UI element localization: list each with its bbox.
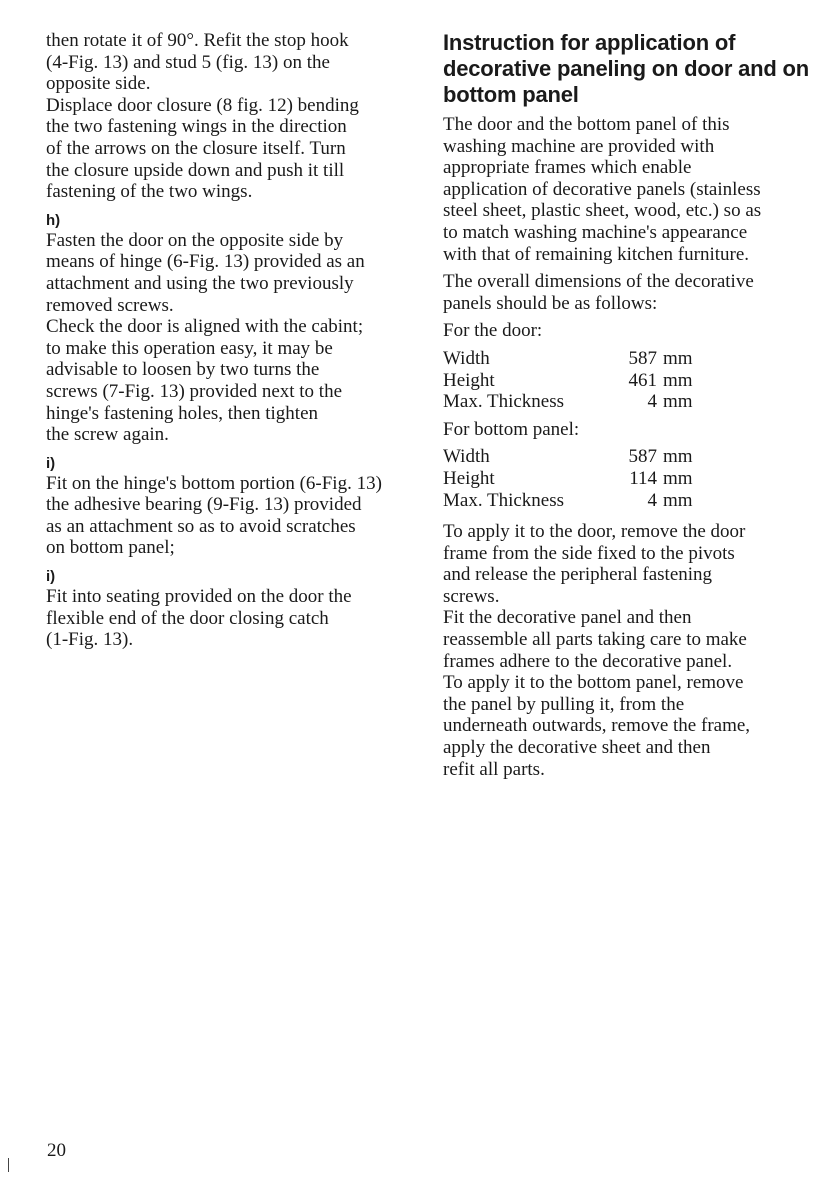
dimension-value: 587: [628, 347, 657, 369]
door-dimensions-title: For the door:: [443, 320, 543, 342]
text-line: as an attachment so as to avoid scratches: [46, 515, 356, 537]
text-line: on bottom panel;: [46, 537, 175, 559]
table-row: [443, 490, 693, 512]
text-line: attachment and using the two previously: [46, 272, 354, 294]
text-line: panels should be as follows:: [443, 292, 658, 314]
heading-line: decorative paneling on door and on: [443, 56, 810, 81]
right-column: [443, 30, 823, 780]
text-line: opposite side.: [46, 73, 151, 95]
dimensions-intro-paragraph: [443, 271, 823, 314]
text-line: Fit into seating provided on the door the: [46, 586, 352, 608]
left-column: [46, 30, 416, 651]
edge-mark: [8, 1158, 9, 1172]
text-line: frame from the side fixed to the pivots: [443, 542, 735, 564]
dimension-value: 4: [647, 489, 657, 511]
text-line: Check the door is aligned with the cabint;: [46, 316, 364, 338]
text-line: to make this operation easy, it may be: [46, 337, 333, 359]
dimension-unit: mm: [663, 489, 693, 511]
text-line: Fit on the hinge's bottom portion (6-Fig. 13): [46, 472, 382, 494]
text-line: screws (7-Fig. 13) provided next to the: [46, 380, 343, 402]
text-line: then rotate it of 90°. Refit the stop hook: [46, 30, 349, 51]
text-line: frames adhere to the decorative panel.: [443, 650, 733, 672]
dimension-unit: mm: [663, 391, 693, 413]
text-line: hinge's fastening holes, then tighten: [46, 402, 319, 424]
dimension-label: Width: [443, 347, 490, 369]
text-line: advisable to loosen by two turns the: [46, 359, 320, 381]
text-line: application of decorative panels (stainless: [443, 178, 761, 200]
step-h-label: h): [46, 211, 61, 229]
text-line: appropriate frames which enable: [443, 157, 692, 179]
text-line: apply the decorative sheet and then: [443, 737, 711, 759]
intro-paragraph: [46, 30, 416, 203]
text-line: refit all parts.: [443, 758, 545, 780]
text-line: the adhesive bearing (9-Fig. 13) provided: [46, 494, 362, 516]
heading-line: bottom panel: [443, 82, 579, 107]
text-line: Fit the decorative panel and then: [443, 607, 692, 629]
text-line: means of hinge (6-Fig. 13) provided as an: [46, 251, 365, 273]
table-row: [443, 348, 693, 370]
text-line: The door and the bottom panel of this: [443, 114, 730, 135]
table-row: [443, 370, 693, 392]
step-i-label: i): [46, 454, 56, 472]
step-h-paragraph: [46, 230, 416, 446]
table-row: [443, 468, 693, 490]
dimension-value: 461: [628, 369, 657, 391]
text-line: the two fastening wings in the direction: [46, 116, 347, 138]
text-line: removed screws.: [46, 294, 174, 316]
text-line: the closure upside down and push it till: [46, 159, 345, 181]
text-line: To apply it to the door, remove the door: [443, 521, 746, 543]
text-line: the screw again.: [46, 424, 169, 446]
text-line: of the arrows on the closure itself. Turn: [46, 137, 346, 159]
dimension-label: Height: [443, 467, 495, 489]
text-line: flexible end of the door closing catch: [46, 607, 329, 629]
text-line: with that of remaining kitchen furniture.: [443, 243, 750, 265]
text-line: screws.: [443, 585, 500, 607]
text-line: to match washing machine's appearance: [443, 221, 748, 243]
text-line: reassemble all parts taking care to make: [443, 629, 747, 651]
dimension-label: Width: [443, 446, 490, 468]
page-number: 20: [47, 1140, 66, 1161]
text-line: washing machine are provided with: [443, 135, 715, 157]
dimension-label: Max. Thickness: [443, 391, 565, 413]
text-line: The overall dimensions of the decorative: [443, 271, 754, 293]
text-line: fastening of the two wings.: [46, 181, 253, 203]
dimension-value: 114: [629, 467, 657, 489]
text-line: Fasten the door on the opposite side by: [46, 229, 344, 251]
text-line: Displace door closure (8 fig. 12) bending: [46, 94, 359, 116]
bottom-panel-dimensions-title: For bottom panel:: [443, 418, 580, 440]
text-line: steel sheet, plastic sheet, wood, etc.) so as: [443, 200, 762, 222]
dimension-value: 4: [647, 391, 657, 413]
text-line: (4-Fig. 13) and stud 5 (fig. 13) on the: [46, 51, 330, 73]
dimension-value: 587: [628, 446, 657, 468]
step-i-second-label: i): [46, 568, 56, 586]
text-line: underneath outwards, remove the frame,: [443, 715, 751, 737]
section-heading: [443, 30, 823, 108]
intro-paragraph: [443, 114, 823, 265]
table-row: [443, 391, 693, 413]
application-instructions-paragraph: [443, 521, 823, 780]
text-line: and release the peripheral fastening: [443, 564, 713, 586]
dimension-label: Height: [443, 369, 495, 391]
dimension-label: Max. Thickness: [443, 489, 565, 511]
bottom-panel-dimensions-table: [443, 446, 693, 511]
dimension-unit: mm: [663, 467, 693, 489]
step-i-paragraph: [46, 473, 416, 559]
text-line: To apply it to the bottom panel, remove: [443, 672, 744, 694]
dimension-unit: mm: [663, 369, 693, 391]
dimension-unit: mm: [663, 347, 693, 369]
step-i-second-paragraph: [46, 586, 416, 651]
table-row: [443, 446, 693, 468]
heading-line: Instruction for application of: [443, 30, 736, 55]
text-line: (1-Fig. 13).: [46, 629, 134, 651]
dimension-unit: mm: [663, 446, 693, 468]
door-dimensions-table: [443, 348, 693, 413]
text-line: the panel by pulling it, from the: [443, 693, 685, 715]
